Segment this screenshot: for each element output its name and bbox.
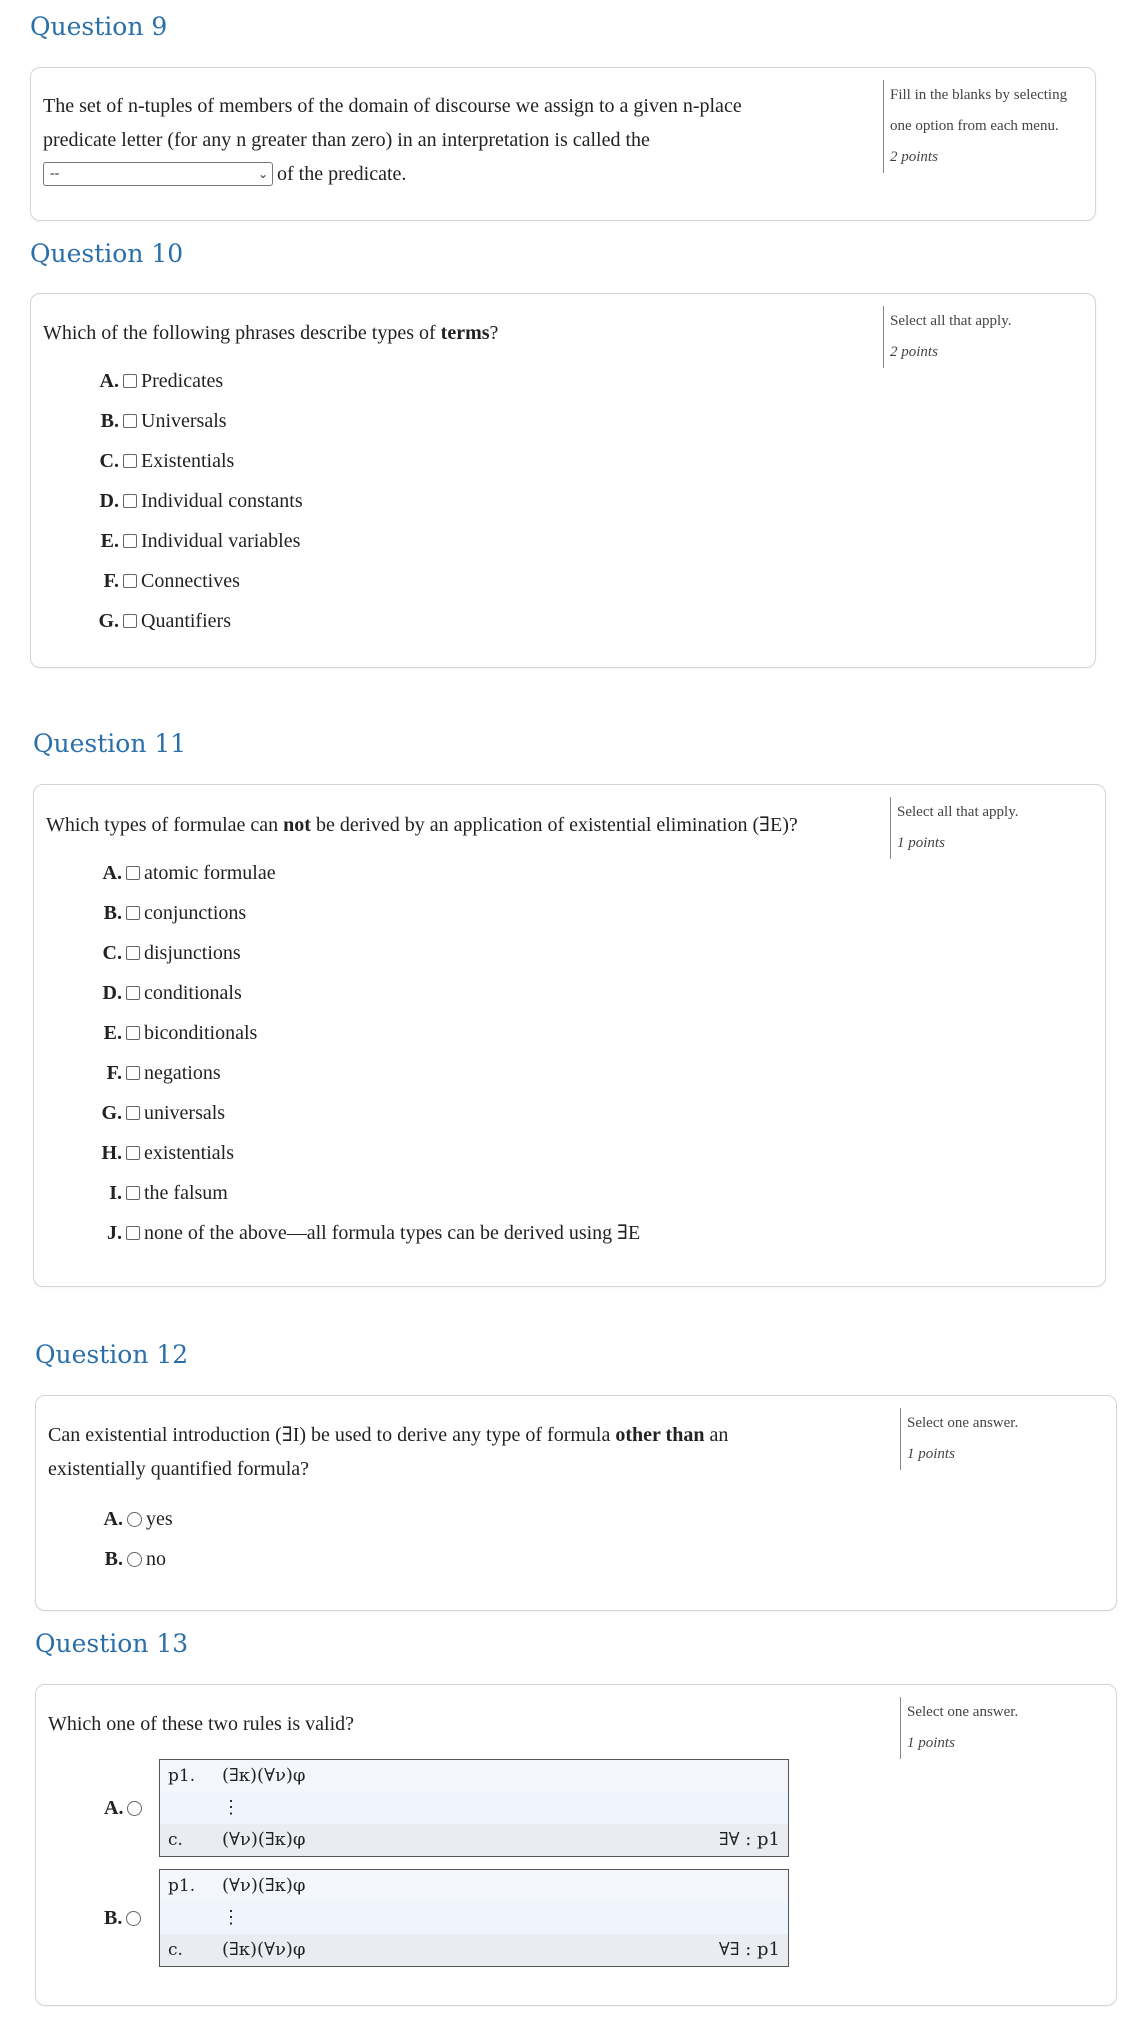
option-f[interactable] [92,1053,640,1093]
option-label: disjunctions [144,942,241,964]
instruction-text: Select one answer. [907,1704,1019,1720]
option-a[interactable] [89,361,303,401]
formula: (∃κ)(∀ν)φ [222,1765,306,1786]
option-label: Connectives [141,570,240,592]
instruction-text: Select all that apply. [897,804,1019,820]
proof-option-b [159,1869,789,1967]
formula: (∀ν)(∃κ)φ [222,1875,306,1896]
option-letter: B. [104,1907,123,1929]
option-letter: D. [99,490,119,512]
checkbox[interactable] [123,374,137,388]
question-13-card [35,1684,1117,2006]
checkbox[interactable] [126,906,140,920]
option-label: no [146,1548,166,1570]
option-b[interactable] [89,401,303,441]
option-letter: F. [103,570,119,592]
question-11-prompt [46,808,798,842]
prompt-text: Which of the following phrases describe types of [43,322,441,344]
prompt-text: ? [489,322,499,344]
question-9-prompt-line2: predicate letter (for any n greater than zero) in an interpretation is called the [43,129,650,151]
points-label: 1 points [897,835,945,851]
option-letter: C. [99,450,119,472]
option-letter: G. [101,1102,122,1124]
prompt-emphasis: terms [440,322,490,344]
instruction-text: one option from each menu. [890,118,1059,134]
chevron-down-icon: ⌄ [257,167,268,181]
option-h[interactable] [92,1133,640,1173]
checkbox[interactable] [126,1106,140,1120]
question-12-title: Question 12 [35,1340,189,1369]
option-letter: D. [102,982,122,1004]
proof-premise-row [160,1870,788,1902]
select-value: -- [50,166,60,181]
proof-conclusion-row [160,1934,788,1966]
checkbox[interactable] [123,494,137,508]
option-letter: B. [103,902,122,924]
proof-conclusion-row [160,1824,788,1856]
option-label: Individual variables [141,530,301,552]
option-letter: E. [100,530,119,552]
radio-button[interactable] [126,1911,141,1926]
points-label: 1 points [907,1735,955,1751]
radio-button[interactable] [127,1552,142,1567]
radio-button[interactable] [127,1801,142,1816]
question-11-card [33,784,1106,1287]
question-12-prompt [48,1418,908,1486]
option-j[interactable] [92,1213,640,1253]
ellipsis: ⋮ [222,1907,240,1928]
question-9-title: Question 9 [30,12,168,41]
formula: (∃κ)(∀ν)φ [222,1939,306,1960]
option-label: Quantifiers [141,610,231,632]
option-letter: A. [102,862,122,884]
option-label: Universals [141,410,227,432]
checkbox[interactable] [126,986,140,1000]
option-label: the falsum [144,1182,228,1204]
option-letter: J. [107,1222,122,1244]
option-label: biconditionals [144,1022,258,1044]
question-12-instructions [900,1408,1107,1470]
option-label: Existentials [141,450,235,472]
option-letter: F. [106,1062,122,1084]
checkbox[interactable] [126,946,140,960]
question-9-prompt [43,89,883,191]
proof-option-a [159,1759,789,1857]
option-label: negations [144,1062,221,1084]
checkbox[interactable] [123,414,137,428]
question-13-prompt: Which one of these two rules is valid? [48,1713,355,1735]
option-letter: B. [100,410,119,432]
question-10-options [89,361,303,641]
prompt-text: an [704,1424,729,1446]
option-label: conditionals [144,982,242,1004]
question-13-instructions [900,1697,1107,1759]
option-letter: C. [102,942,122,964]
question-9-card [30,67,1096,221]
points-label: 2 points [890,149,938,165]
option-g[interactable] [89,601,303,641]
option-label: atomic formulae [144,862,276,884]
option-label: Individual constants [141,490,303,512]
option-e[interactable] [89,521,303,561]
option-i[interactable] [92,1173,640,1213]
checkbox[interactable] [123,574,137,588]
question-13-title: Question 13 [35,1629,189,1658]
proof-ellipsis-row [160,1902,788,1934]
question-11-title: Question 11 [33,729,187,758]
instruction-text: Select one answer. [907,1415,1019,1431]
radio-button[interactable] [127,1512,142,1527]
checkbox[interactable] [126,1186,140,1200]
option-c[interactable] [89,441,303,481]
proof-premise-row [160,1760,788,1792]
option-label: conjunctions [144,902,247,924]
option-g[interactable] [92,1093,640,1133]
line-number: p1. [168,1876,196,1896]
option-a[interactable] [104,1797,146,1820]
prompt-text: Which types of formulae can [46,814,284,836]
prompt-emphasis: other than [615,1424,705,1446]
question-10-prompt [43,316,498,350]
prompt-text: existentially quantified formula? [48,1458,310,1480]
option-c[interactable] [92,933,640,973]
option-a[interactable] [93,1499,173,1539]
option-b[interactable] [104,1907,145,1930]
line-number: c. [168,1830,183,1850]
option-label: none of the above—all formula types can be derived using ∃E [144,1222,641,1244]
question-10-instructions [883,306,1090,368]
question-9-prompt-after: of the predicate. [277,163,407,185]
instruction-text: Fill in the blanks by selecting [890,87,1068,103]
prompt-text: be derived by an application of existential elimination (∃E)? [310,814,798,836]
instruction-text: Select all that apply. [890,313,1012,329]
checkbox[interactable] [126,1066,140,1080]
option-label: Predicates [141,370,224,392]
points-label: 2 points [890,344,938,360]
option-letter: H. [101,1142,122,1164]
line-number: c. [168,1940,183,1960]
option-letter: A. [103,1508,123,1530]
checkbox[interactable] [126,866,140,880]
question-10-title: Question 10 [30,239,184,268]
option-letter: E. [103,1022,122,1044]
checkbox[interactable] [126,1226,140,1240]
option-letter: B. [104,1548,123,1570]
option-letter: G. [98,610,119,632]
option-e[interactable] [92,1013,640,1053]
option-d[interactable] [89,481,303,521]
option-letter: A. [104,1797,124,1819]
checkbox[interactable] [123,534,137,548]
option-b[interactable] [92,893,640,933]
ellipsis: ⋮ [222,1797,240,1818]
question-11-options [92,853,640,1253]
checkbox[interactable] [123,454,137,468]
option-d[interactable] [92,973,640,1013]
line-number: p1. [168,1766,196,1786]
question-10-card [30,293,1096,668]
question-9-prompt-line1: The set of n-tuples of members of the domain of discourse we assign to a given n-place [43,95,742,117]
option-label: existentials [144,1142,234,1164]
option-f[interactable] [89,561,303,601]
question-11-instructions [890,797,1097,859]
justification: ∃∀ : p1 [718,1829,780,1850]
proof-ellipsis-row [160,1792,788,1824]
justification: ∀∃ : p1 [718,1939,780,1960]
predicate-term-select[interactable] [43,162,273,186]
option-letter: A. [99,370,119,392]
prompt-emphasis: not [283,814,311,836]
option-label: universals [144,1102,226,1124]
points-label: 1 points [907,1446,955,1462]
option-b[interactable] [93,1539,173,1579]
formula: (∀ν)(∃κ)φ [222,1829,306,1850]
checkbox[interactable] [123,614,137,628]
checkbox[interactable] [126,1146,140,1160]
question-9-instructions [883,80,1090,173]
option-letter: I. [109,1182,122,1204]
option-a[interactable] [92,853,640,893]
checkbox[interactable] [126,1026,140,1040]
question-12-card [35,1395,1117,1611]
prompt-text: Can existential introduction (∃I) be used to derive any type of formula [48,1424,616,1446]
option-label: yes [146,1508,173,1530]
question-12-options [93,1499,173,1579]
